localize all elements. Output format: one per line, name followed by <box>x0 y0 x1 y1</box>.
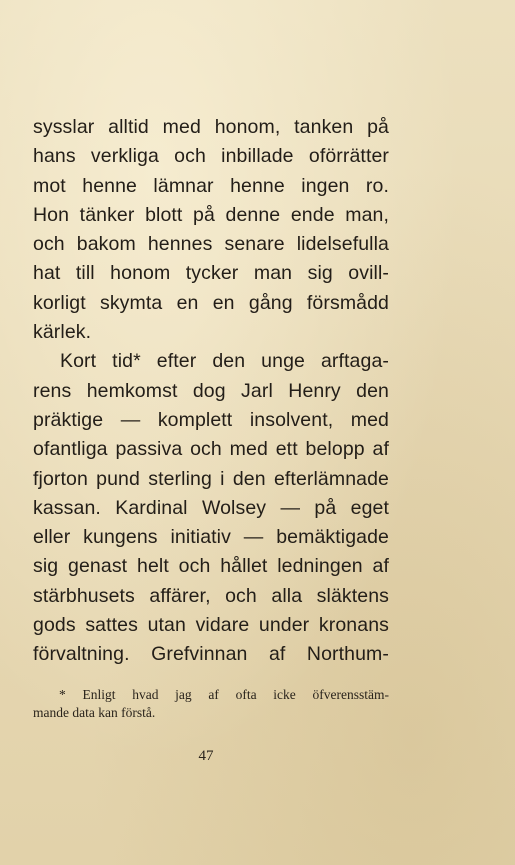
text-line: hat till honom tycker man sig ovill- <box>33 262 389 285</box>
page-number: 47 <box>198 748 214 764</box>
text-line: förvaltning. Grefvinnan af Northum- <box>33 643 389 666</box>
text-line: korligt skymta en en gång försmådd <box>33 291 389 314</box>
text-line: sysslar alltid med honom, tanken på <box>33 116 389 138</box>
text-line: Hon tänker blott på denne ende man, <box>33 203 389 226</box>
body-text <box>33 113 389 670</box>
text-line: ofantliga passiva och med ett belopp af <box>33 438 389 461</box>
footnote-line: * Enligt hvad jag af ofta icke öfverensstäm- <box>59 687 389 702</box>
text-line: kärlek. <box>33 321 92 344</box>
text-line: rens hemkomst dog Jarl Henry den <box>33 379 389 402</box>
footnote-line: mande data kan förstå. <box>33 705 156 720</box>
text-line: och bakom hennes senare lidelsefulla <box>33 233 389 256</box>
text-line: mot henne lämnar henne ingen ro. <box>33 174 389 197</box>
text-line: sig genast helt och hållet ledningen af <box>33 555 389 578</box>
text-line: präktige — komplett insolvent, med <box>33 408 389 431</box>
text-line: kassan. Kardinal Wolsey — på eget <box>33 496 389 519</box>
footnote <box>33 686 389 722</box>
text-line: fjorton pund sterling i den efterlämnade <box>33 467 389 490</box>
text-line: gods sattes utan vidare under kronans <box>33 614 389 637</box>
text-line: stärbhusets affärer, och alla släktens <box>33 584 389 607</box>
text-line: eller kungens initiativ — bemäktigade <box>33 526 389 549</box>
text-line: hans verkliga och inbillade oförrätter <box>33 145 389 168</box>
text-line: Kort tid* efter den unge arftaga- <box>60 350 389 373</box>
